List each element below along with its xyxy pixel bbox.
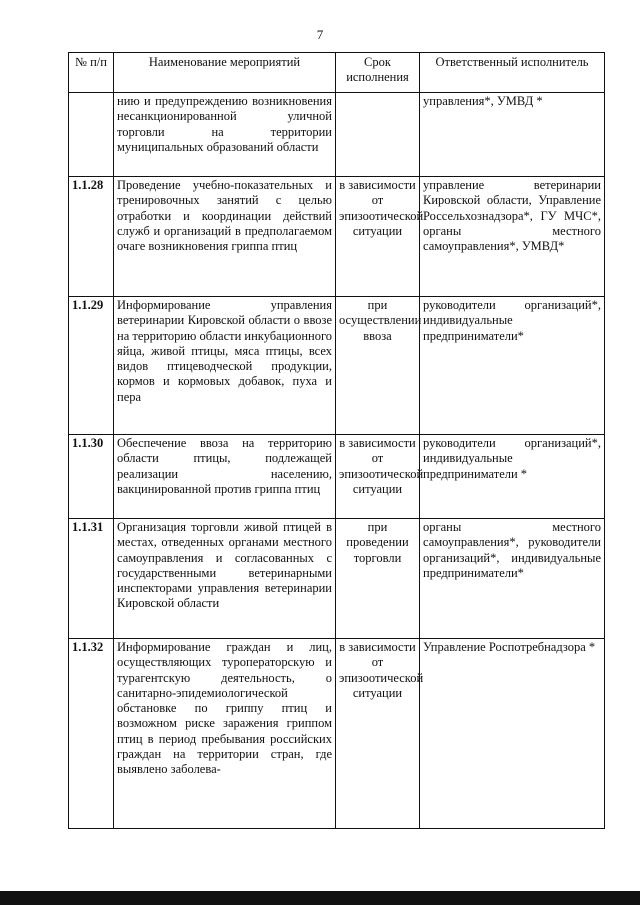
row-responsible: Управление Роспотребнадзора * xyxy=(420,639,605,829)
row-name: Информирование граждан и лиц, осуществляющих туроператорскую и турагентскую деятельность, о санитарно-эпидемиологической обстановке по гриппу птиц и возможном риске заражения гриппом птиц в период пребывания российских граждан на территории стран, где выявлено заболева- xyxy=(114,639,336,829)
row-num: 1.1.29 xyxy=(69,297,114,435)
row-responsible: управления*, УМВД * xyxy=(420,93,605,177)
row-num: 1.1.31 xyxy=(69,519,114,639)
row-num: 1.1.28 xyxy=(69,177,114,297)
page-number: 7 xyxy=(316,27,324,42)
row-name: Организация торговли живой птицей в местах, отведенных органами местного самоуправления и согласованных с государственными ветеринарными инспекторами управления ветеринарии Кировской области xyxy=(114,519,336,639)
row-name: Проведение учебно-показательных и тренировочных занятий с целью отработки и координации действий служб и организаций в предполагаемом очаге возникновения гриппа птиц xyxy=(114,177,336,297)
row-num: 1.1.32 xyxy=(69,639,114,829)
row-term: при осуществлении ввоза xyxy=(336,297,420,435)
row-responsible: органы местного самоуправления*, руководители организаций*, индивидуальные предприниматели* xyxy=(420,519,605,639)
table-row xyxy=(69,435,605,519)
table-header-row xyxy=(69,53,605,93)
row-name: нию и предупреждению возникновения несанкционированной уличной торговли на территории муниципальных образований области xyxy=(114,93,336,177)
table-row xyxy=(69,177,605,297)
table-row xyxy=(69,297,605,435)
row-term: в зависимости от эпизоотической ситуации xyxy=(336,177,420,297)
header-name: Наименование мероприятий xyxy=(114,53,336,93)
table-row xyxy=(69,93,605,177)
header-responsible: Ответственный исполнитель xyxy=(420,53,605,93)
table-row xyxy=(69,519,605,639)
row-num xyxy=(69,93,114,177)
row-term: в зависимости от эпизоотической ситуации xyxy=(336,435,420,519)
scan-edge-bar xyxy=(0,891,640,905)
row-responsible: руководители организаций*, индивидуальные предприниматели * xyxy=(420,435,605,519)
row-term: при проведении торговли xyxy=(336,519,420,639)
row-name: Информирование управления ветеринарии Кировской области о ввозе на территорию области инкубационного яйца, живой птицы, мяса птицы, всех видов птицеводческой продукции, кормов и кормовых добавок, пуха и пера xyxy=(114,297,336,435)
row-term: в зависимости от эпизоотической ситуации xyxy=(336,639,420,829)
plan-table xyxy=(68,52,605,829)
header-term: Срок исполнения xyxy=(336,53,420,93)
header-num: № п/п xyxy=(69,53,114,93)
row-responsible: управление ветеринарии Кировской области, Управление Россельхознадзора*, ГУ МЧС*, органы местного самоуправления*, УМВД* xyxy=(420,177,605,297)
row-name: Обеспечение ввоза на территорию области птицы, подлежащей реализации населению, вакцинированной против гриппа птиц xyxy=(114,435,336,519)
table-row xyxy=(69,639,605,829)
row-responsible: руководители организаций*, индивидуальные предприниматели* xyxy=(420,297,605,435)
row-num: 1.1.30 xyxy=(69,435,114,519)
row-term xyxy=(336,93,420,177)
